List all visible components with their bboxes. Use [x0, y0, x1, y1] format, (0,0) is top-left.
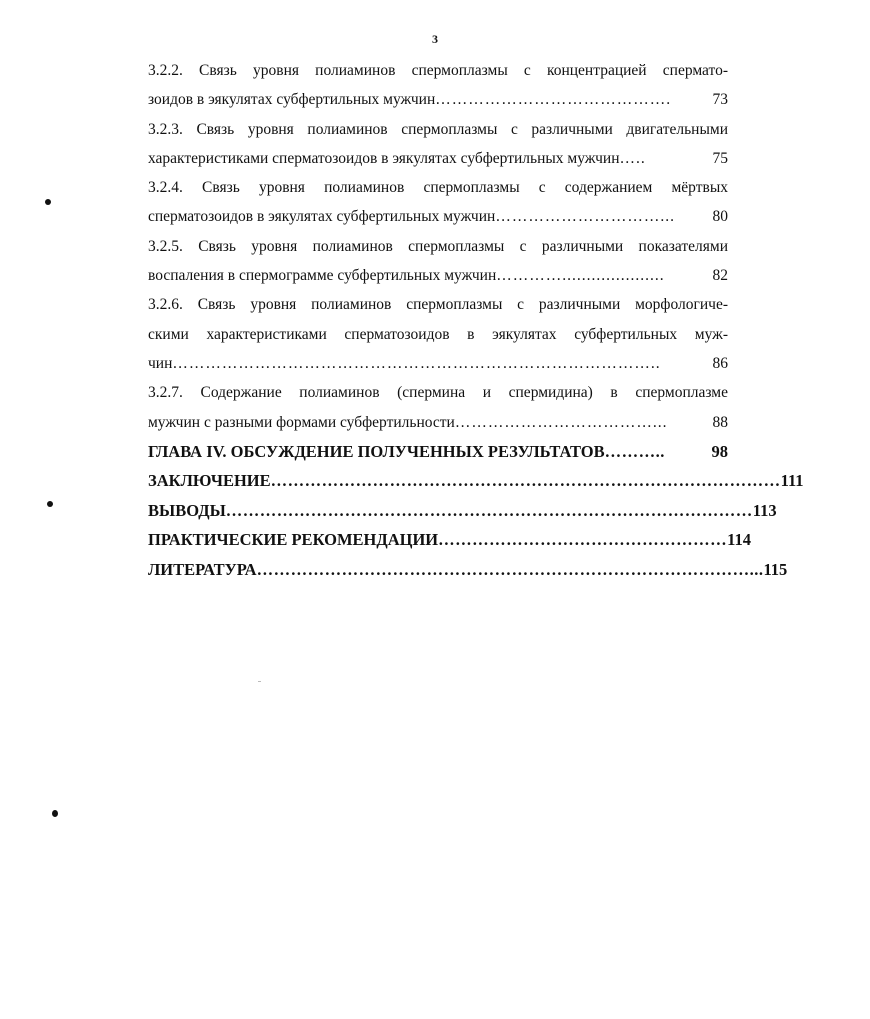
toc-entry-text: зоидов в эякулятах субфертильных мужчин [148, 91, 436, 109]
toc-entry-3-2-4-line-1: 3.2.4. Связь уровня полиаминов спермоплазмы с содержанием мёртвых [148, 179, 728, 197]
dot-leader: ……………………………………………………………………………… [270, 471, 781, 491]
page-ref: 82 [712, 267, 728, 285]
dot-leader: ….. [619, 149, 646, 167]
dot-leader: ……………………………………. [435, 91, 672, 109]
toc-findings[interactable] [148, 496, 777, 526]
toc-entry-text: сперматозоидов в эякулятах субфертильных мужчин [148, 208, 496, 226]
toc-entry-3-2-5-line-1: 3.2.5. Связь уровня полиаминов спермоплазмы с различными показателями [148, 237, 728, 255]
toc-entry-3-2-6-last-line[interactable] [148, 349, 728, 378]
scan-speck [45, 199, 51, 205]
page-ref: 98 [711, 441, 728, 461]
toc-references[interactable] [148, 555, 788, 585]
toc-chapter-title: ВЫВОДЫ [148, 500, 226, 520]
toc-chapter-4[interactable] [148, 437, 728, 467]
toc-entry-3-2-2-line-1: 3.2.2. Связь уровня полиаминов спермоплазмы с концентрацией спермато- [148, 62, 728, 79]
toc-entry-3-2-5-last-line[interactable] [148, 261, 728, 290]
page-ref: 115 [763, 559, 788, 579]
toc-entry-3-2-7-line-1: 3.2.7. Содержание полиаминов (спермина и спермидина) в спермоплазме [148, 384, 728, 402]
dot-leader: ………………………………... [454, 413, 668, 431]
toc-entry-text: характеристиками сперматозоидов в эякулятах субфертильных мужчин [148, 149, 620, 167]
page-ref: 80 [712, 208, 728, 226]
dot-leader: …………………………... [495, 208, 675, 226]
toc-entry-text: воспаления в спермограмме субфертильных мужчин [148, 267, 497, 285]
toc-entry-3-2-3-line-1: 3.2.3. Связь уровня полиаминов спермоплазмы с различными двигательными [148, 120, 728, 138]
scan-speck [47, 501, 53, 507]
toc-chapter-title: ЛИТЕРАТУРА [148, 559, 257, 579]
dot-leader: ……….. [604, 441, 665, 461]
page-ref: 113 [752, 500, 777, 520]
toc-conclusion[interactable] [148, 466, 804, 496]
toc-recommendations[interactable] [148, 525, 751, 555]
page-ref: 88 [712, 413, 728, 431]
page-ref: 75 [712, 149, 728, 167]
toc-entry-3-2-7-last-line[interactable] [148, 408, 728, 437]
toc-entry-3-2-6-line-1: 3.2.6. Связь уровня полиаминов спермоплазмы с различными морфологиче- [148, 296, 728, 314]
scan-mark [258, 681, 261, 682]
toc-chapter-title: ЗАКЛЮЧЕНИЕ [148, 471, 271, 491]
dot-leader: …………..................... [496, 267, 665, 285]
dot-leader: ……………………………………………………………………………... [256, 559, 764, 579]
dot-leader: …………………………………………… [438, 530, 728, 550]
scan-speck [52, 810, 58, 817]
page-number: 3 [432, 32, 438, 46]
page-ref: 73 [712, 91, 728, 109]
page-ref: 114 [727, 530, 751, 550]
toc-chapter-title: ПРАКТИЧЕСКИЕ РЕКОМЕНДАЦИИ [148, 530, 439, 550]
page-ref: 86 [712, 354, 728, 372]
toc-entry-3-2-2-last-line[interactable] [148, 85, 728, 114]
dot-leader: …………………………………………………………………………….. [172, 354, 661, 372]
table-of-contents [148, 56, 804, 584]
toc-entry-3-2-6-line-2: скими характеристиками сперматозоидов в эякулятах субфертильных муж- [148, 325, 728, 343]
toc-chapter-title: ГЛАВА IV. ОБСУЖДЕНИЕ ПОЛУЧЕННЫХ РЕЗУЛЬТАТОВ [148, 441, 605, 461]
dot-leader: ………………………………………………………………………………… [225, 500, 753, 520]
toc-entry-3-2-3-last-line[interactable] [148, 144, 728, 173]
page-ref: 111 [780, 471, 804, 491]
toc-entry-text: чин [148, 354, 173, 372]
toc-entry-3-2-4-last-line[interactable] [148, 202, 728, 231]
toc-entry-text: мужчин с разными формами субфертильности [148, 413, 455, 431]
